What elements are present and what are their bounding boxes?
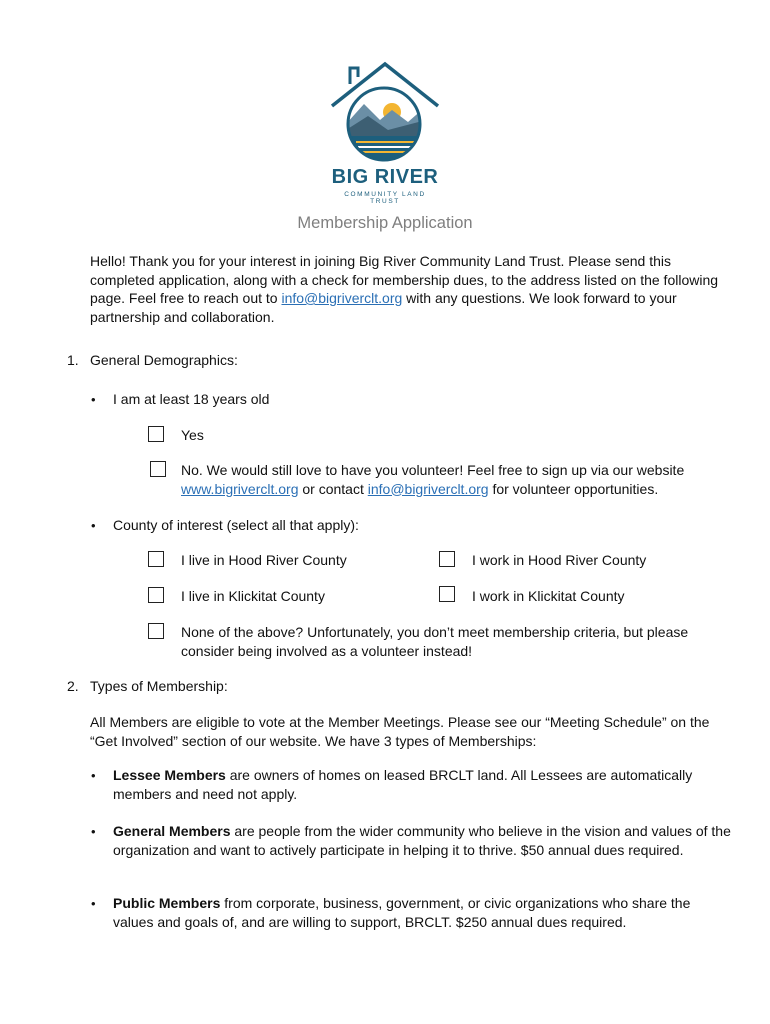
klickitat-live-checkbox[interactable] <box>148 587 164 603</box>
membership-type-desc: are owners of homes on leased BRCLT land. All Lessees are automatically members and need not apply. <box>113 767 693 802</box>
yes-checkbox[interactable] <box>148 426 164 442</box>
klickitat-work-label: I work in Klickitat County <box>472 588 625 604</box>
logo-subtitle: COMMUNITY LAND TRUST <box>344 191 426 205</box>
no-option-text <box>181 461 741 498</box>
section-number: 2. <box>67 678 79 694</box>
none-checkbox[interactable] <box>148 623 164 639</box>
big-river-logo <box>328 58 442 204</box>
membership-type-name: General Members <box>113 823 231 839</box>
intro-text-end: with any questions. We look forward to your partnership and collaboration. <box>90 290 677 325</box>
hood-river-work-checkbox[interactable] <box>439 551 455 567</box>
section-number: 1. <box>67 352 79 368</box>
county-question-label: County of interest (select all that apply): <box>113 517 359 533</box>
no-checkbox[interactable] <box>150 461 166 477</box>
none-option-text: None of the above? Unfortunately, you don’t meet membership criteria, but please consider being involved as a volunteer instead! <box>181 624 689 659</box>
bullet-icon: • <box>91 824 96 839</box>
no-text: No. We would still love to have you volunteer! Feel free to sign up via our website <box>181 462 685 478</box>
email-link[interactable]: info@bigriverclt.org <box>281 290 403 306</box>
house-landscape-logo-icon <box>328 58 442 166</box>
lessee-members-item <box>113 766 713 803</box>
membership-intro: All Members are eligible to vote at the Member Meetings. Please see our “Meeting Schedule” on the “Get Involved” section of our website. We have 3 types of Memberships: <box>90 714 710 749</box>
bullet-icon: • <box>91 768 96 783</box>
membership-type-desc: are people from the wider community who believe in the vision and values of the organization and want to actively participate in helping it to thrive. $50 annual dues required. <box>113 823 731 858</box>
intro-paragraph <box>90 252 730 326</box>
membership-type-desc: from corporate, business, government, or civic organizations who share the values and goals of, and are willing to support, BRCLT. $250 annual dues required. <box>113 895 691 930</box>
intro-text: Hello! Thank you for your interest in joining Big River Community Land Trust. Please send this completed application, along with a check for membership dues, to the address listed on the following page. Feel free to reach out to <box>90 253 719 306</box>
klickitat-work-checkbox[interactable] <box>439 586 455 602</box>
website-link[interactable]: www.bigriverclt.org <box>181 480 299 497</box>
hood-river-live-label: I live in Hood River County <box>181 552 347 568</box>
bullet-icon: • <box>91 896 96 911</box>
bullet-icon: • <box>91 392 96 407</box>
logo-name: BIG RIVER <box>331 166 439 188</box>
hood-river-live-checkbox[interactable] <box>148 551 164 567</box>
section-title: Types of Membership: <box>90 678 228 694</box>
hood-river-work-label: I work in Hood River County <box>472 552 647 568</box>
general-members-item <box>113 822 733 859</box>
membership-type-name: Public Members <box>113 895 221 911</box>
age-question-label: I am at least 18 years old <box>113 391 270 407</box>
email-link-volunteer[interactable]: info@bigriverclt.org <box>367 480 489 497</box>
no-text-middle: or contact <box>298 480 368 497</box>
yes-label: Yes <box>181 427 204 443</box>
page-title: Membership Application <box>297 214 473 232</box>
klickitat-live-label: I live in Klickitat County <box>181 588 325 604</box>
no-text-end: for volunteer opportunities. <box>488 480 659 497</box>
bullet-icon: • <box>91 518 96 533</box>
membership-type-name: Lessee Members <box>113 767 226 783</box>
public-members-item <box>113 894 713 931</box>
section-title: General Demographics: <box>90 352 238 368</box>
